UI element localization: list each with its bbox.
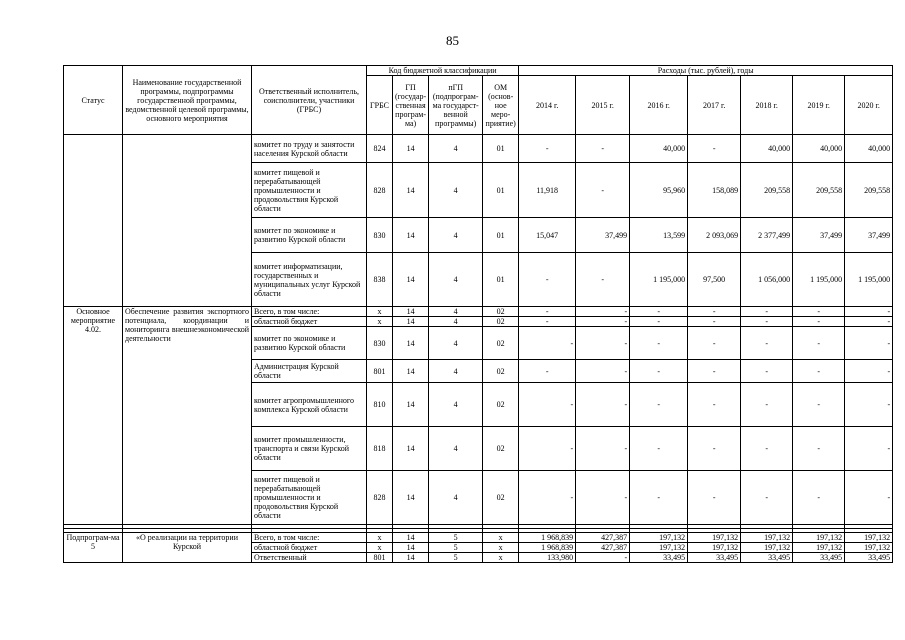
table-row <box>64 533 893 543</box>
value-cell: 1 195,000 <box>630 253 688 307</box>
value-cell: 197,132 <box>793 533 845 543</box>
table-row <box>64 307 893 317</box>
header-year: 2018 г. <box>741 76 793 135</box>
value-cell: - <box>576 360 630 383</box>
responsible-cell: комитет пищевой и перерабатывающей промышленности и продовольствия Курской области <box>252 163 367 218</box>
header-expenses: Расходы (тыс. рублей), годы <box>519 66 893 76</box>
value-cell: - <box>793 327 845 360</box>
value-cell: 209,558 <box>845 163 893 218</box>
value-cell: 197,132 <box>741 543 793 553</box>
value-cell: - <box>688 135 741 163</box>
value-cell: 197,132 <box>845 543 893 553</box>
pgp-cell: 5 <box>429 543 483 553</box>
om-cell: 02 <box>483 307 519 317</box>
grbs-cell: 838 <box>367 253 393 307</box>
value-cell: - <box>793 471 845 525</box>
responsible-cell: комитет агропромышленного комплекса Курской области <box>252 383 367 427</box>
responsible-cell: Администрация Курской области <box>252 360 367 383</box>
value-cell: - <box>519 307 576 317</box>
header-year: 2017 г. <box>688 76 741 135</box>
responsible-cell: комитет пищевой и перерабатывающей промышленности и продовольствия Курской области <box>252 471 367 525</box>
pgp-cell: 4 <box>429 135 483 163</box>
value-cell: - <box>793 427 845 471</box>
grbs-cell: x <box>367 307 393 317</box>
grbs-cell: 830 <box>367 218 393 253</box>
value-cell: - <box>741 327 793 360</box>
header-gp: ГП (государ-ственная програм-ма) <box>393 76 429 135</box>
gp-cell: 14 <box>393 218 429 253</box>
value-cell: - <box>845 317 893 327</box>
value-cell: - <box>741 317 793 327</box>
value-cell: - <box>845 307 893 317</box>
value-cell: 197,132 <box>630 543 688 553</box>
value-cell: 40,000 <box>630 135 688 163</box>
pgp-cell: 4 <box>429 327 483 360</box>
header-year: 2015 г. <box>576 76 630 135</box>
value-cell: 197,132 <box>688 543 741 553</box>
header-year: 2019 г. <box>793 76 845 135</box>
value-cell: - <box>741 383 793 427</box>
responsible-cell: областной бюджет <box>252 317 367 327</box>
gp-cell: 14 <box>393 427 429 471</box>
om-cell: 01 <box>483 135 519 163</box>
om-cell: x <box>483 533 519 543</box>
value-cell: 197,132 <box>845 533 893 543</box>
value-cell: - <box>688 471 741 525</box>
value-cell: - <box>519 253 576 307</box>
gp-cell: 14 <box>393 327 429 360</box>
header-budget-code: Код бюджетной классификации <box>367 66 519 76</box>
om-cell: 02 <box>483 383 519 427</box>
status-cell: Подпрограм-ма 5 <box>64 533 123 563</box>
pgp-cell: 4 <box>429 383 483 427</box>
responsible-cell: комитет информатизации, государственных и муниципальных услуг Курской области <box>252 253 367 307</box>
value-cell: - <box>688 327 741 360</box>
name-cell: «О реализации на территории Курской <box>123 533 252 563</box>
value-cell: 1 968,839 <box>519 533 576 543</box>
om-cell: 02 <box>483 327 519 360</box>
value-cell: 2 377,499 <box>741 218 793 253</box>
value-cell: 33,495 <box>845 553 893 563</box>
header-pgp: пГП (подпрограм-ма государст-венной программы) <box>429 76 483 135</box>
value-cell: - <box>576 163 630 218</box>
value-cell: 40,000 <box>741 135 793 163</box>
value-cell: - <box>576 317 630 327</box>
pgp-cell: 5 <box>429 533 483 543</box>
value-cell: 37,499 <box>576 218 630 253</box>
value-cell: 1 195,000 <box>793 253 845 307</box>
value-cell: 1 056,000 <box>741 253 793 307</box>
pgp-cell: 4 <box>429 307 483 317</box>
value-cell: 197,132 <box>793 543 845 553</box>
grbs-cell: 824 <box>367 135 393 163</box>
pgp-cell: 4 <box>429 317 483 327</box>
pgp-cell: 5 <box>429 553 483 563</box>
pgp-cell: 4 <box>429 471 483 525</box>
value-cell: - <box>576 253 630 307</box>
om-cell: 01 <box>483 218 519 253</box>
value-cell: 133,980 <box>519 553 576 563</box>
value-cell: 33,495 <box>630 553 688 563</box>
value-cell: - <box>688 383 741 427</box>
value-cell: 40,000 <box>845 135 893 163</box>
value-cell: 427,387 <box>576 533 630 543</box>
value-cell: 33,495 <box>688 553 741 563</box>
value-cell: - <box>688 317 741 327</box>
value-cell: - <box>793 383 845 427</box>
value-cell: - <box>845 383 893 427</box>
header-year: 2020 г. <box>845 76 893 135</box>
header-om: ОМ (основ-ное меро-приятие) <box>483 76 519 135</box>
value-cell: 33,495 <box>741 553 793 563</box>
value-cell: 197,132 <box>688 533 741 543</box>
gp-cell: 14 <box>393 471 429 525</box>
value-cell: 97,500 <box>688 253 741 307</box>
value-cell: - <box>845 427 893 471</box>
value-cell: - <box>519 360 576 383</box>
responsible-cell: Ответственный <box>252 553 367 563</box>
value-cell: 1 968,839 <box>519 543 576 553</box>
page-number: 85 <box>446 33 459 48</box>
pgp-cell: 4 <box>429 360 483 383</box>
responsible-cell: комитет по труду и занятости населения Курской области <box>252 135 367 163</box>
value-cell: 158,089 <box>688 163 741 218</box>
header-grbs: ГРБС <box>367 76 393 135</box>
value-cell: 15,047 <box>519 218 576 253</box>
value-cell: - <box>576 135 630 163</box>
responsible-cell: областной бюджет <box>252 543 367 553</box>
grbs-cell: 810 <box>367 383 393 427</box>
value-cell: 1 195,000 <box>845 253 893 307</box>
om-cell: x <box>483 543 519 553</box>
value-cell: - <box>793 317 845 327</box>
value-cell: - <box>845 360 893 383</box>
value-cell: 197,132 <box>630 533 688 543</box>
grbs-cell: 828 <box>367 163 393 218</box>
om-cell: x <box>483 553 519 563</box>
gp-cell: 14 <box>393 317 429 327</box>
header-year: 2014 г. <box>519 76 576 135</box>
grbs-cell: 801 <box>367 553 393 563</box>
pgp-cell: 4 <box>429 218 483 253</box>
om-cell: 02 <box>483 360 519 383</box>
grbs-cell: x <box>367 543 393 553</box>
value-cell: 40,000 <box>793 135 845 163</box>
value-cell: - <box>576 471 630 525</box>
name-cell-empty <box>123 135 252 307</box>
om-cell: 01 <box>483 163 519 218</box>
name-cell: Обеспечение развития экспортного потенциала, координации и мониторинга внешнеэкономической деятельности <box>123 307 252 525</box>
value-cell: - <box>576 383 630 427</box>
pgp-cell: 4 <box>429 253 483 307</box>
header-responsible: Ответственный исполнитель, соисполнители, участники (ГРБС) <box>252 66 367 135</box>
grbs-cell: 801 <box>367 360 393 383</box>
value-cell: - <box>793 307 845 317</box>
value-cell: - <box>576 427 630 471</box>
value-cell: - <box>630 327 688 360</box>
grbs-cell: x <box>367 533 393 543</box>
pgp-cell: 4 <box>429 427 483 471</box>
grbs-cell: 818 <box>367 427 393 471</box>
value-cell: - <box>576 553 630 563</box>
value-cell: 37,499 <box>793 218 845 253</box>
header-year: 2016 г. <box>630 76 688 135</box>
status-cell: Основное мероприятие 4.02. <box>64 307 123 525</box>
om-cell: 02 <box>483 427 519 471</box>
value-cell: - <box>793 360 845 383</box>
value-cell: - <box>630 360 688 383</box>
value-cell: - <box>519 471 576 525</box>
value-cell: - <box>576 307 630 317</box>
value-cell: 209,558 <box>793 163 845 218</box>
grbs-cell: x <box>367 317 393 327</box>
value-cell: 13,599 <box>630 218 688 253</box>
value-cell: - <box>845 471 893 525</box>
header-name: Наименование государственной программы, подпрограммы государственной программы, ведомственной целевой программы, основного мероприятия <box>123 66 252 135</box>
value-cell: - <box>688 360 741 383</box>
value-cell: - <box>519 383 576 427</box>
value-cell: - <box>630 383 688 427</box>
value-cell: - <box>688 307 741 317</box>
om-cell: 02 <box>483 471 519 525</box>
gp-cell: 14 <box>393 360 429 383</box>
value-cell: - <box>630 307 688 317</box>
grbs-cell: 830 <box>367 327 393 360</box>
value-cell: - <box>576 327 630 360</box>
value-cell: - <box>630 427 688 471</box>
value-cell: - <box>688 427 741 471</box>
status-cell-empty <box>64 135 123 307</box>
responsible-cell: Всего, в том числе: <box>252 533 367 543</box>
responsible-cell: Всего, в том числе: <box>252 307 367 317</box>
gp-cell: 14 <box>393 553 429 563</box>
gp-cell: 14 <box>393 253 429 307</box>
value-cell: 427,387 <box>576 543 630 553</box>
value-cell: 37,499 <box>845 218 893 253</box>
budget-table <box>63 65 893 563</box>
grbs-cell: 828 <box>367 471 393 525</box>
gp-cell: 14 <box>393 135 429 163</box>
value-cell: - <box>630 471 688 525</box>
pgp-cell: 4 <box>429 163 483 218</box>
value-cell: 209,558 <box>741 163 793 218</box>
gp-cell: 14 <box>393 383 429 427</box>
value-cell: - <box>519 327 576 360</box>
value-cell: - <box>519 135 576 163</box>
header-status: Статус <box>64 66 123 135</box>
value-cell: - <box>741 360 793 383</box>
value-cell: 95,960 <box>630 163 688 218</box>
value-cell: - <box>741 427 793 471</box>
gp-cell: 14 <box>393 533 429 543</box>
responsible-cell: комитет по экономике и развитию Курской области <box>252 327 367 360</box>
gp-cell: 14 <box>393 307 429 317</box>
gp-cell: 14 <box>393 163 429 218</box>
value-cell: - <box>741 307 793 317</box>
om-cell: 01 <box>483 253 519 307</box>
value-cell: 197,132 <box>741 533 793 543</box>
table-row <box>64 135 893 163</box>
value-cell: - <box>741 471 793 525</box>
value-cell: - <box>845 327 893 360</box>
responsible-cell: комитет по экономике и развитию Курской области <box>252 218 367 253</box>
value-cell: - <box>519 317 576 327</box>
value-cell: - <box>519 427 576 471</box>
gp-cell: 14 <box>393 543 429 553</box>
value-cell: 2 093,069 <box>688 218 741 253</box>
value-cell: 11,918 <box>519 163 576 218</box>
om-cell: 02 <box>483 317 519 327</box>
responsible-cell: комитет промышленности, транспорта и связи Курской области <box>252 427 367 471</box>
value-cell: - <box>630 317 688 327</box>
value-cell: 33,495 <box>793 553 845 563</box>
